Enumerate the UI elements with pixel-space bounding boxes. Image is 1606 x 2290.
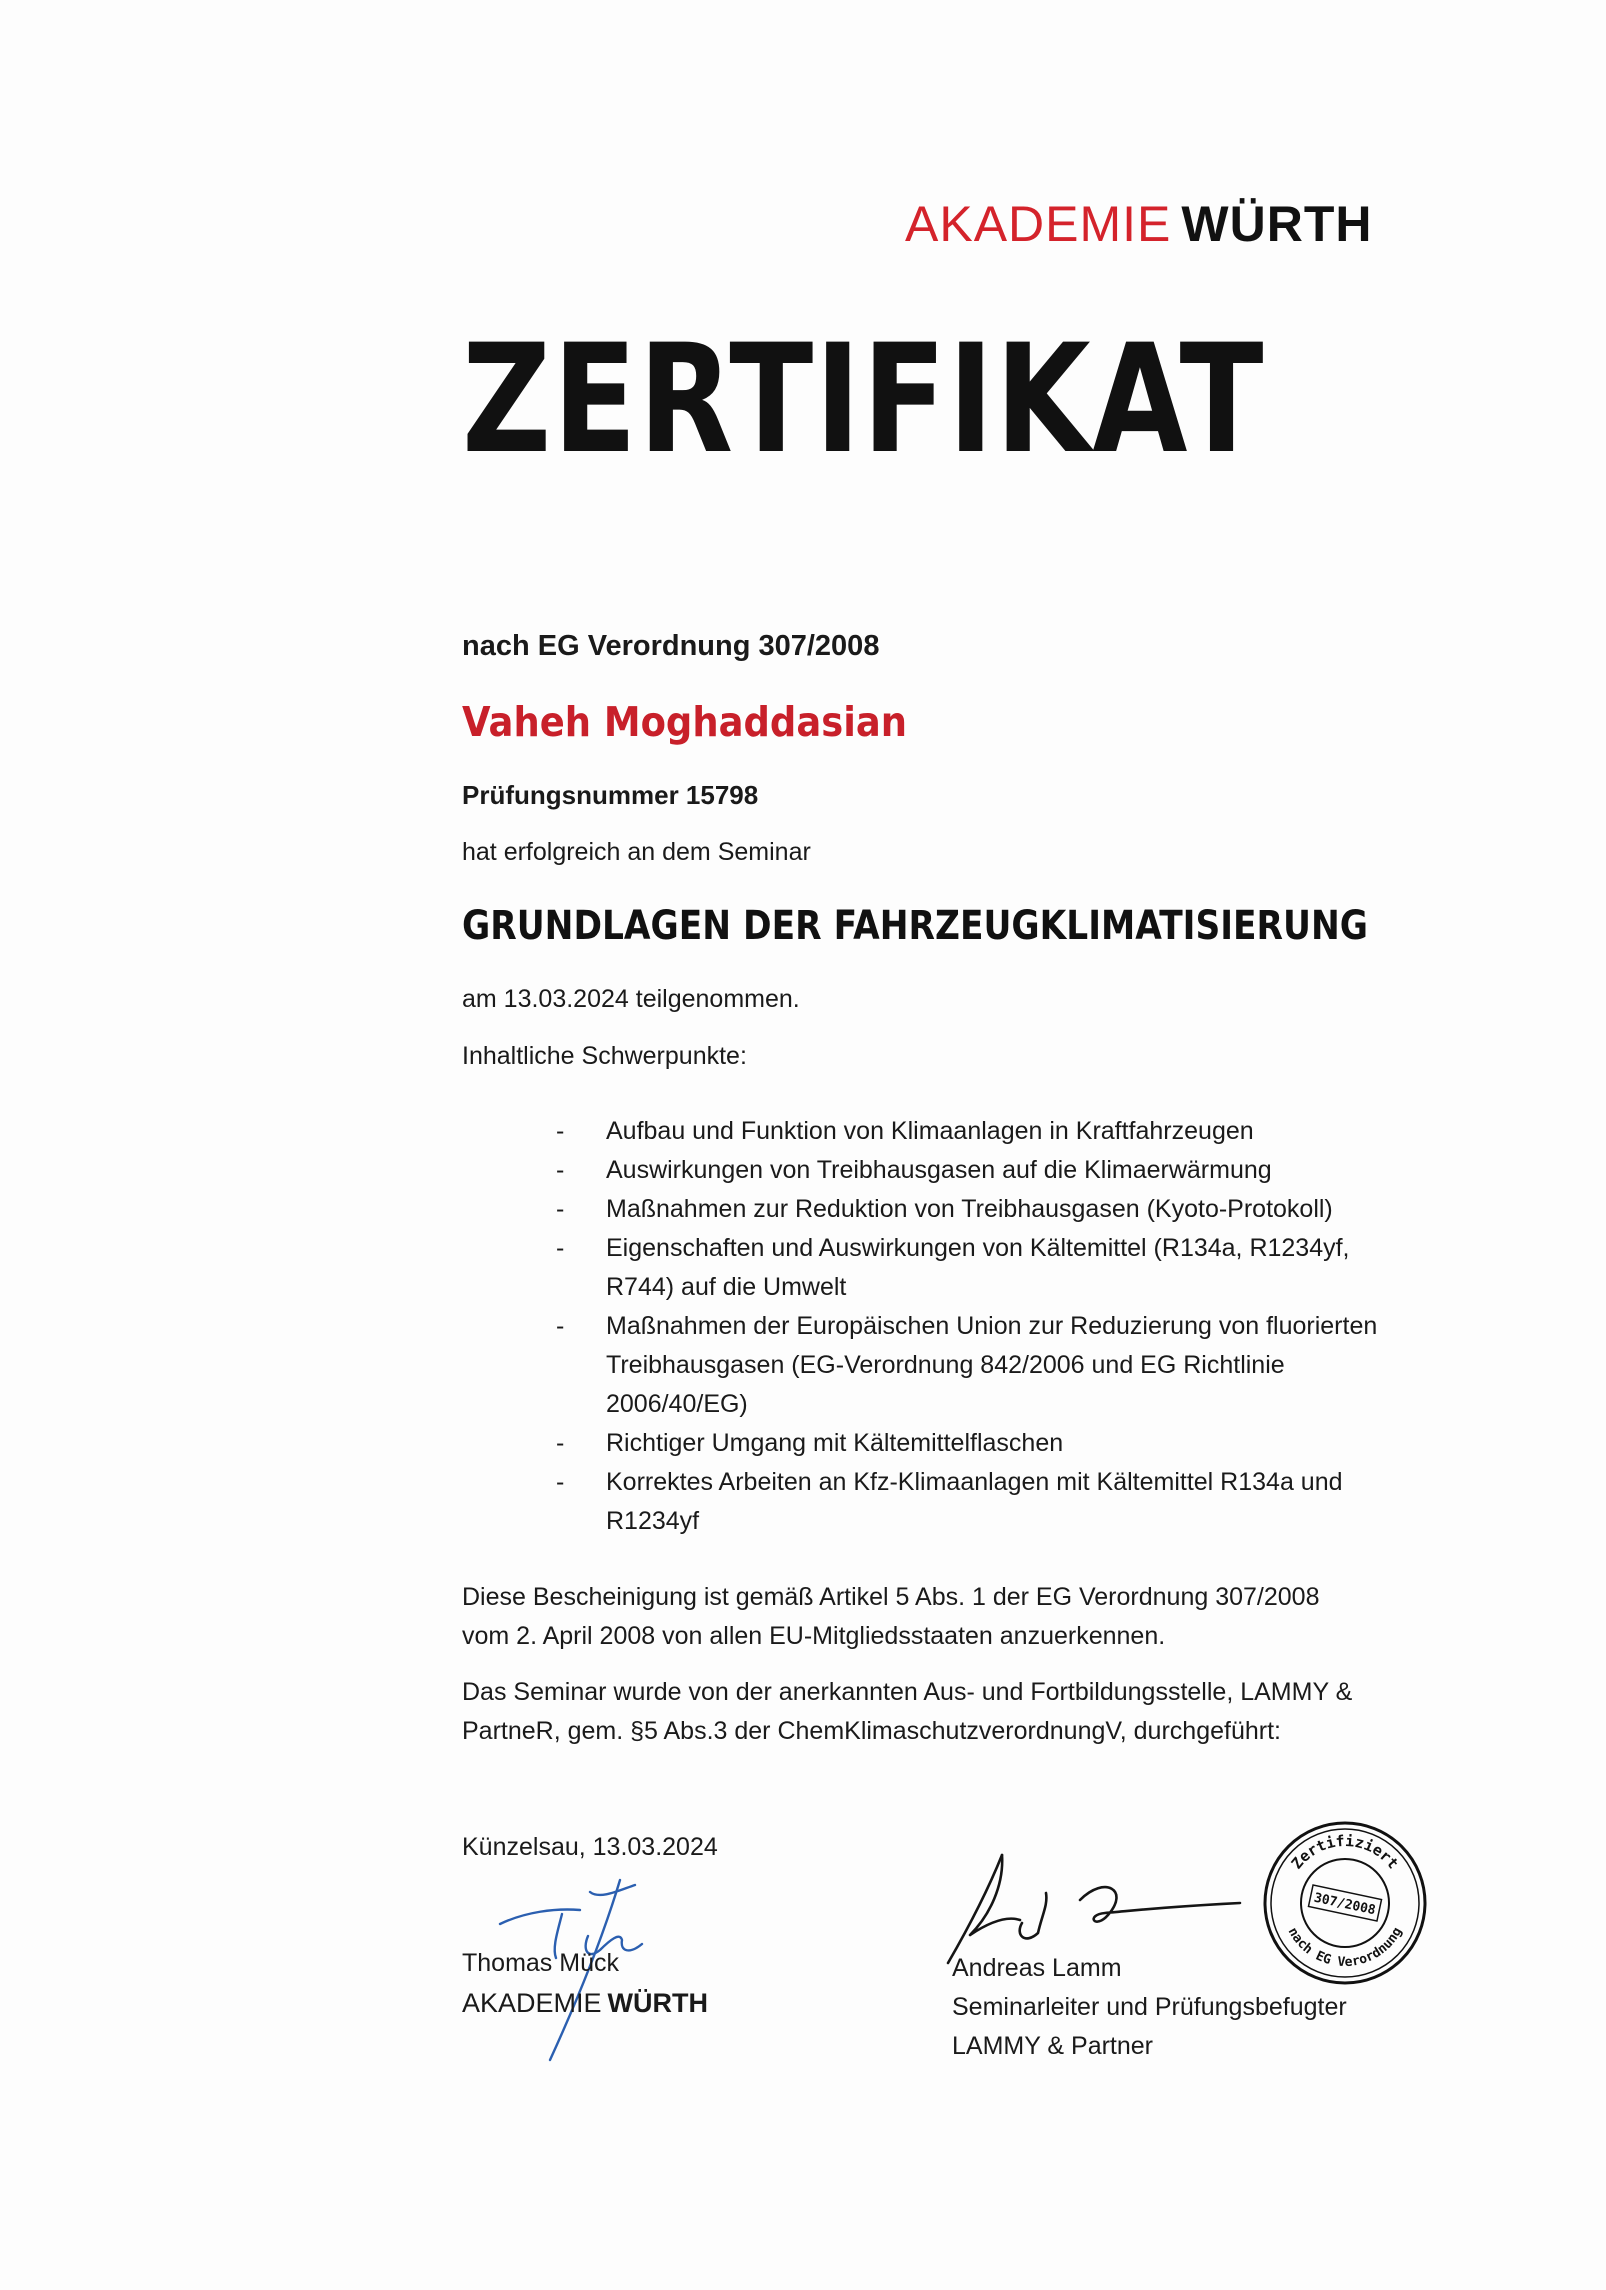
participation-text: hat erfolgreich an dem Seminar — [462, 838, 811, 866]
akademie-wuerth-logo — [905, 195, 1372, 253]
certification-stamp — [1260, 1818, 1430, 1988]
seminar-title: GRUNDLAGEN DER FAHRZEUGKLIMATISIERUNG — [462, 903, 1368, 949]
stamp-top-text: Zertifiziert — [1287, 1831, 1403, 1873]
regulation-reference: nach EG Verordnung 307/2008 — [462, 630, 880, 662]
focus-item: - Auswirkungen von Treibhausgasen auf die Klimaerwärmung — [556, 1151, 1396, 1190]
logo-akademie-text: AKADEMIE — [905, 196, 1172, 252]
signatory-left-org — [462, 1988, 708, 2019]
logo-wuerth-text: WÜRTH — [1181, 196, 1373, 252]
focus-list — [556, 1112, 1396, 1541]
certificate-title: ZERTIFIKAT — [462, 313, 1266, 487]
signatory-left-name: Thomas Mück — [462, 1949, 619, 1977]
stamp-bottom-text: nach EG Verordnung — [1284, 1925, 1406, 1971]
recognition-paragraph: Diese Bescheinigung ist gemäß Artikel 5 Abs. 1 der EG Verordnung 307/2008 vom 2. April 2008 von allen EU-Mitgliedsstaaten anzuerkennen. — [462, 1583, 1320, 1650]
signatory-right-name: Andreas Lamm — [952, 1954, 1122, 1982]
focus-heading: Inhaltliche Schwerpunkte: — [462, 1042, 747, 1070]
exam-number: Prüfungsnummer 15798 — [462, 780, 759, 810]
focus-item: - Maßnahmen zur Reduktion von Treibhausgasen (Kyoto-Protokoll) — [556, 1190, 1396, 1229]
focus-item: - Aufbau und Funktion von Klimaanlagen in Kraftfahrzeugen — [556, 1112, 1396, 1151]
signatory-left-org-akademie: AKADEMIE — [462, 1988, 602, 2018]
focus-item: - Korrektes Arbeiten an Kfz-Klimaanlagen mit Kältemittel R134a und R1234yf — [556, 1463, 1396, 1541]
focus-item: - Richtiger Umgang mit Kältemittelflaschen — [556, 1424, 1396, 1463]
focus-item: - Maßnahmen der Europäischen Union zur Reduzierung von fluorierten Treibhausgasen (EG-Verordnung 842/2006 und EG Richtlinie 2006/40/EG) — [556, 1307, 1396, 1424]
participation-date: am 13.03.2024 teilgenommen. — [462, 985, 800, 1013]
signatory-right-role: Seminarleiter und Prüfungsbefugter — [952, 1993, 1347, 2021]
focus-item: - Eigenschaften und Auswirkungen von Kältemittel (R134a, R1234yf, R744) auf die Umwelt — [556, 1229, 1396, 1307]
stamp-center-text: 307/2008 — [1312, 1890, 1377, 1919]
svg-text:Zertifiziert — [1288, 1832, 1403, 1873]
signatory-right-org: LAMMY & Partner — [952, 2032, 1154, 2060]
provider-paragraph: Das Seminar wurde von der anerkannten Aus- und Fortbildungsstelle, LAMMY & PartneR, gem. §5 Abs.3 der ChemKlimaschutzverordnungV, durchgeführt: — [462, 1678, 1353, 1745]
place-and-date: Künzelsau, 13.03.2024 — [462, 1833, 718, 1861]
participant-name: Vaheh Moghaddasian — [462, 698, 908, 746]
signatory-left-org-wuerth: WÜRTH — [607, 1988, 709, 2018]
